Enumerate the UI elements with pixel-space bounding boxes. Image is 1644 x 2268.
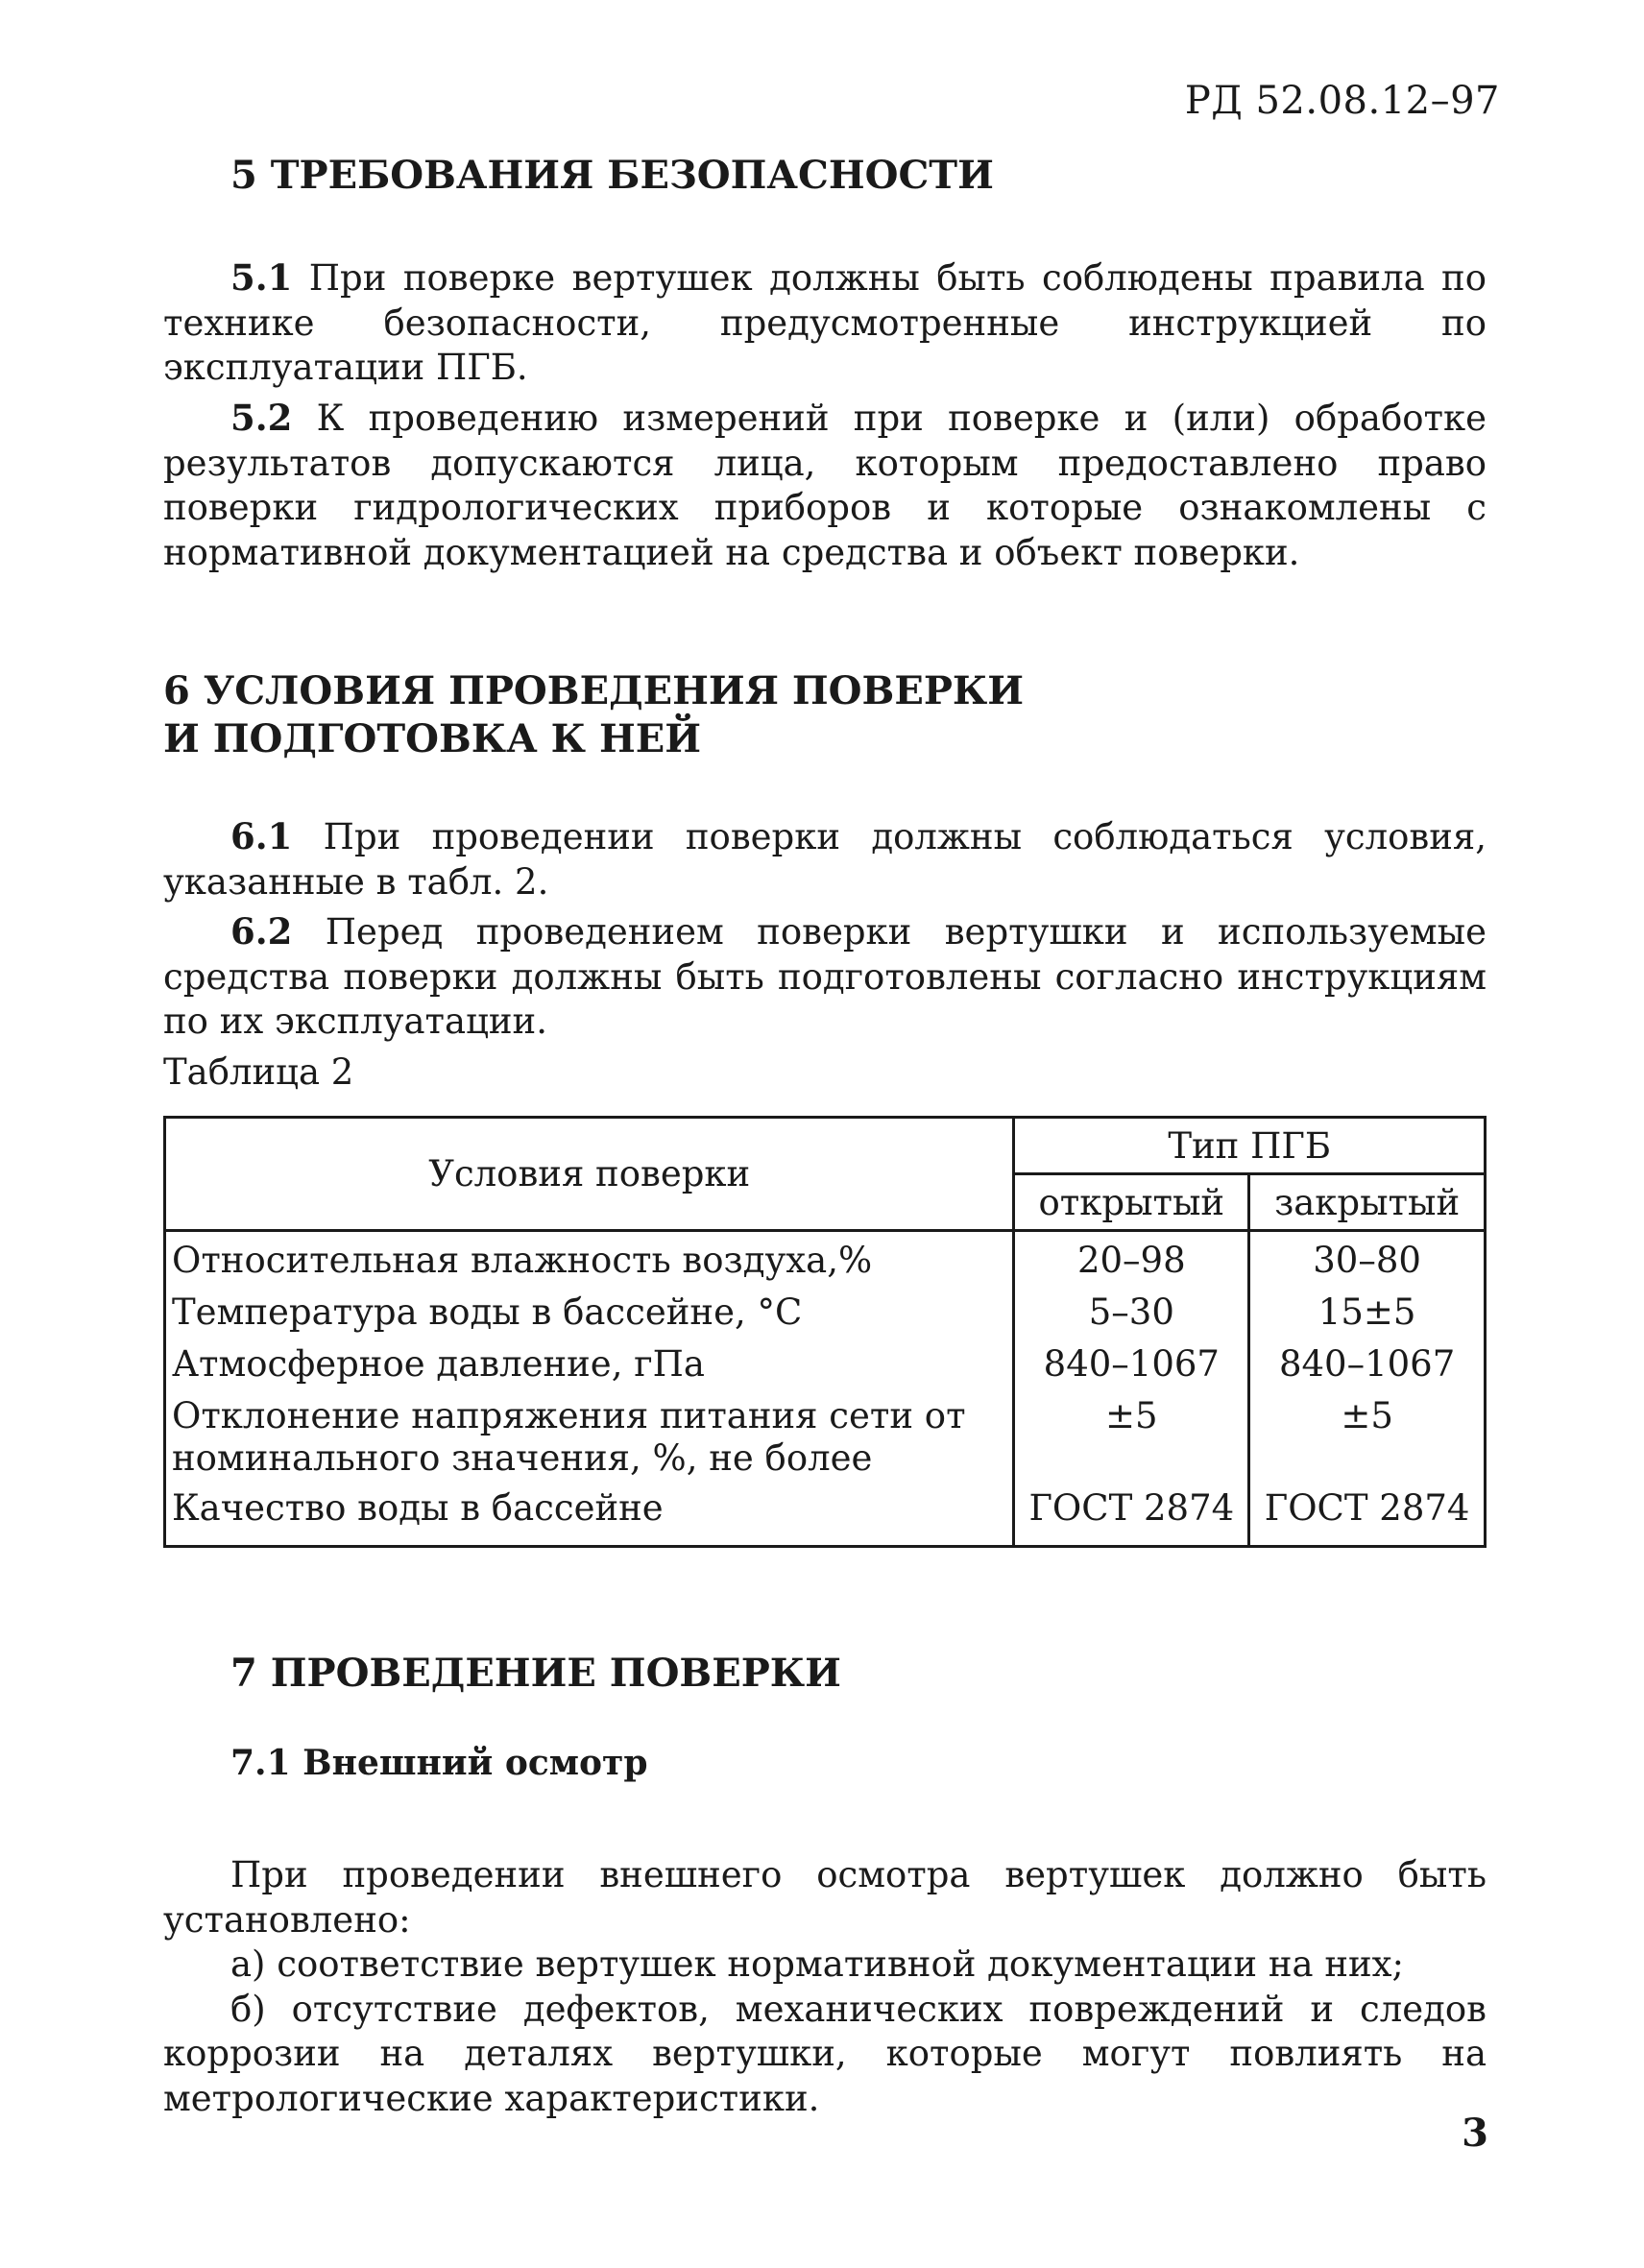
row-name: Качество воды в бассейне (165, 1487, 1014, 1547)
list-item-b: б) отсутствие дефектов, механических повреждений и следов коррозии на деталях вертушки, которые могут повлиять на метрологические характеристики. (163, 1988, 1487, 2119)
paragraph-5-2-text: К проведению измерений при поверке и (или) обработке результатов допускаются лица, которым предоставлено право поверки гидрологических приборов и которые ознакомлены с нормативной документацией на средства и объект поверки. (163, 398, 1487, 573)
table-row (165, 1487, 1486, 1547)
table-row (165, 1395, 1486, 1487)
paragraph-6-1-text: При проведении поверки должны соблюдаться условия, указанные в табл. 2. (163, 816, 1487, 903)
table-header-row (165, 1118, 1486, 1174)
paragraph-5-2-number: 5.2 (230, 397, 293, 439)
paragraph-5-1-number: 5.1 (230, 256, 293, 299)
list-item-a: а) соответствие вертушек нормативной документации на них; (230, 1943, 1404, 1985)
row-closed-value: ±5 (1249, 1395, 1486, 1487)
row-closed-value: ГОСТ 2874 (1249, 1487, 1486, 1547)
section-6-title-line1: 6 УСЛОВИЯ ПРОВЕДЕНИЯ ПОВЕРКИ (163, 668, 1025, 713)
document-code: РД 52.08.12–97 (1184, 79, 1500, 123)
paragraph-5-1 (163, 255, 1487, 391)
page-number: 3 (1462, 2111, 1488, 2156)
row-closed-value: 15±5 (1249, 1291, 1486, 1343)
paragraph-6-2 (163, 909, 1487, 1045)
table-row (165, 1291, 1486, 1343)
section-5-title: 5 ТРЕБОВАНИЯ БЕЗОПАСНОСТИ (230, 153, 994, 198)
section-6-title (163, 667, 1124, 763)
row-name-line2: номинального значения, %, не более (172, 1437, 873, 1479)
subsection-7-1-title: 7.1 Внешний осмотр (230, 1743, 648, 1783)
paragraph-6-1-number: 6.1 (230, 815, 293, 857)
paragraph-5-1-text: При поверке вертушек должны быть соблюдены правила по технике безопасности, предусмотренные инструкцией по эксплуатации ПГБ. (163, 257, 1487, 388)
section-7-title: 7 ПРОВЕДЕНИЕ ПОВЕРКИ (230, 1651, 841, 1696)
row-name (165, 1395, 1014, 1487)
row-name-line1: Отклонение напряжения питания сети от (172, 1395, 966, 1436)
table-caption: Таблица 2 (163, 1051, 354, 1093)
paragraph-6-2-number: 6.2 (230, 910, 293, 953)
section-7-intro: При проведении внешнего осмотра вертушек должно быть установлено: (163, 1854, 1487, 1941)
row-name: Атмосферное давление, гПа (165, 1343, 1014, 1395)
header-conditions: Условия поверки (165, 1118, 1014, 1231)
row-open-value: 840–1067 (1014, 1343, 1249, 1395)
row-closed-value: 30–80 (1249, 1231, 1486, 1292)
table-row (165, 1343, 1486, 1395)
row-open-value: 20–98 (1014, 1231, 1249, 1292)
table-row (165, 1231, 1486, 1292)
header-closed: закрытый (1249, 1174, 1486, 1231)
paragraph-5-2 (163, 396, 1487, 575)
conditions-table (163, 1116, 1487, 1548)
section-7-body (163, 1853, 1487, 2121)
row-open-value: ГОСТ 2874 (1014, 1487, 1249, 1547)
row-closed-value: 840–1067 (1249, 1343, 1486, 1395)
paragraph-6-2-text: Перед проведением поверки вертушки и используемые средства поверки должны быть подготовлены согласно инструкциям по их эксплуатации. (163, 911, 1487, 1042)
paragraph-6-1 (163, 814, 1487, 905)
row-name: Относительная влажность воздуха,% (165, 1231, 1014, 1292)
row-name: Температура воды в бассейне, °С (165, 1291, 1014, 1343)
header-open: открытый (1014, 1174, 1249, 1231)
row-open-value: 5–30 (1014, 1291, 1249, 1343)
section-6-title-line2: И ПОДГОТОВКА К НЕЙ (163, 716, 702, 761)
header-pgb-type: Тип ПГБ (1014, 1118, 1486, 1174)
row-open-value: ±5 (1014, 1395, 1249, 1487)
